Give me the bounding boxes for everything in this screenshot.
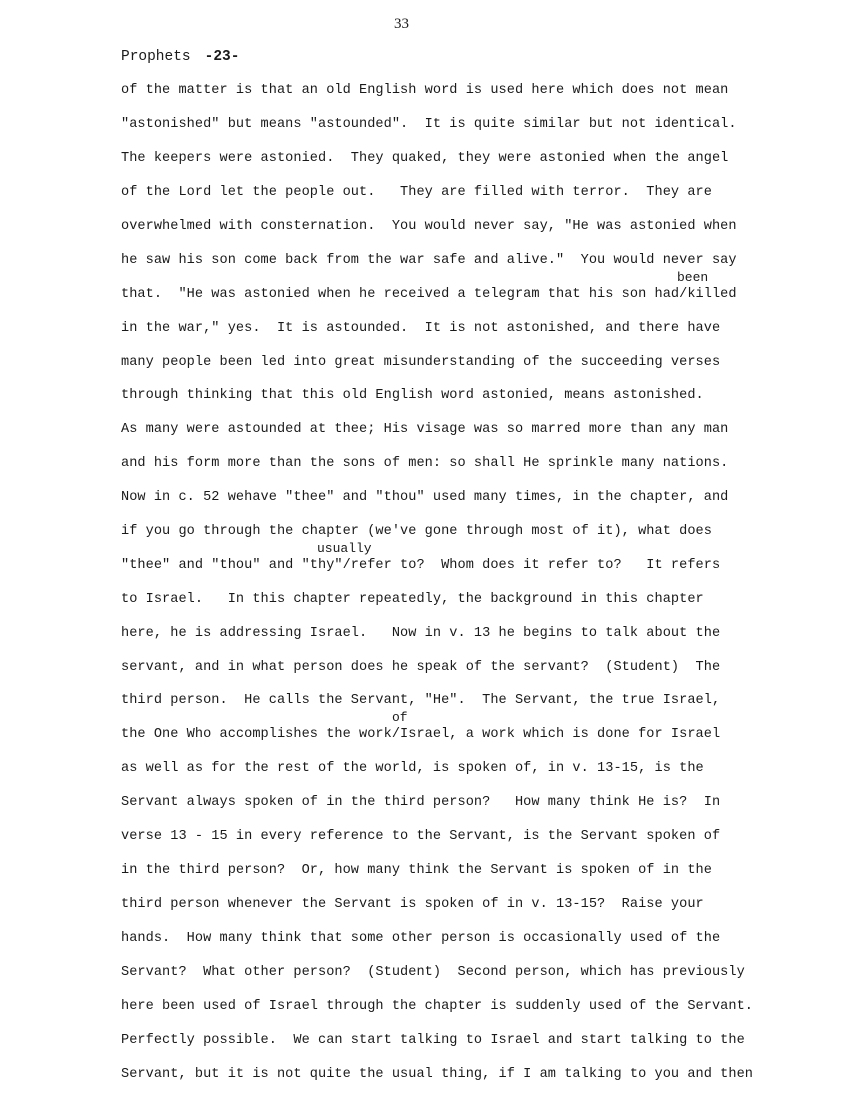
text-line: that. "He was astonied when he received a telegram that his son had/killed xyxy=(121,287,737,302)
text-line: the One Who accomplishes the work/Israel, a work which is done for Israel xyxy=(121,727,721,742)
text-line: third person whenever the Servant is spoken of in v. 13-15? Raise your xyxy=(121,897,704,912)
text-line: Perfectly possible. We can start talking to Israel and start talking to the xyxy=(121,1033,745,1048)
text-line: verse 13 - 15 in every reference to the Servant, is the Servant spoken of xyxy=(121,829,721,844)
interlinear-insert-of: of xyxy=(392,710,408,725)
text-line: to Israel. In this chapter repeatedly, the background in this chapter xyxy=(121,592,704,607)
text-line: Servant, but it is not quite the usual thing, if I am talking to you and then xyxy=(121,1067,753,1082)
text-line: here, he is addressing Israel. Now in v. 13 he begins to talk about the xyxy=(121,626,721,641)
page-number: 33 xyxy=(394,16,409,32)
text-line: he saw his son come back from the war safe and alive." You would never say xyxy=(121,253,737,268)
text-line: hands. How many think that some other person is occasionally used of the xyxy=(121,931,721,946)
text-line: third person. He calls the Servant, "He". The Servant, the true Israel, xyxy=(121,693,721,708)
sheet-number: -23- xyxy=(204,49,240,65)
text-line: of the matter is that an old English word is used here which does not mean xyxy=(121,83,729,98)
text-line: if you go through the chapter (we've gone through most of it), what does xyxy=(121,524,712,539)
text-line: As many were astounded at thee; His visage was so marred more than any man xyxy=(121,422,729,437)
interlinear-insert-been: been xyxy=(677,270,709,285)
text-line: servant, and in what person does he speak of the servant? (Student) The xyxy=(121,660,721,675)
text-line: The keepers were astonied. They quaked, they were astonied when the angel xyxy=(121,151,729,166)
text-line: in the third person? Or, how many think the Servant is spoken of in the xyxy=(121,863,712,878)
text-line: through thinking that this old English word astonied, means astonished. xyxy=(121,388,704,403)
running-head xyxy=(121,49,239,65)
text-line: Servant? What other person? (Student) Second person, which has previously xyxy=(121,965,745,980)
text-line: Servant always spoken of in the third person? How many think He is? In xyxy=(121,795,721,810)
running-head-title: Prophets xyxy=(121,49,191,65)
text-line: and his form more than the sons of men: so shall He sprinkle many nations. xyxy=(121,456,729,471)
text-line: "thee" and "thou" and "thy"/refer to? Whom does it refer to? It refers xyxy=(121,558,721,573)
text-line: many people been led into great misunderstanding of the succeeding verses xyxy=(121,355,721,370)
text-line: as well as for the rest of the world, is spoken of, in v. 13-15, is the xyxy=(121,761,704,776)
text-line: here been used of Israel through the chapter is suddenly used of the Servant. xyxy=(121,999,753,1014)
text-line: "astonished" but means "astounded". It is quite similar but not identical. xyxy=(121,117,737,132)
text-line: in the war," yes. It is astounded. It is not astonished, and there have xyxy=(121,321,721,336)
text-line: overwhelmed with consternation. You would never say, "He was astonied when xyxy=(121,219,737,234)
text-line: of the Lord let the people out. They are filled with terror. They are xyxy=(121,185,712,200)
interlinear-insert-usually: usually xyxy=(317,541,372,556)
text-line: Now in c. 52 wehave "thee" and "thou" used many times, in the chapter, and xyxy=(121,490,729,505)
